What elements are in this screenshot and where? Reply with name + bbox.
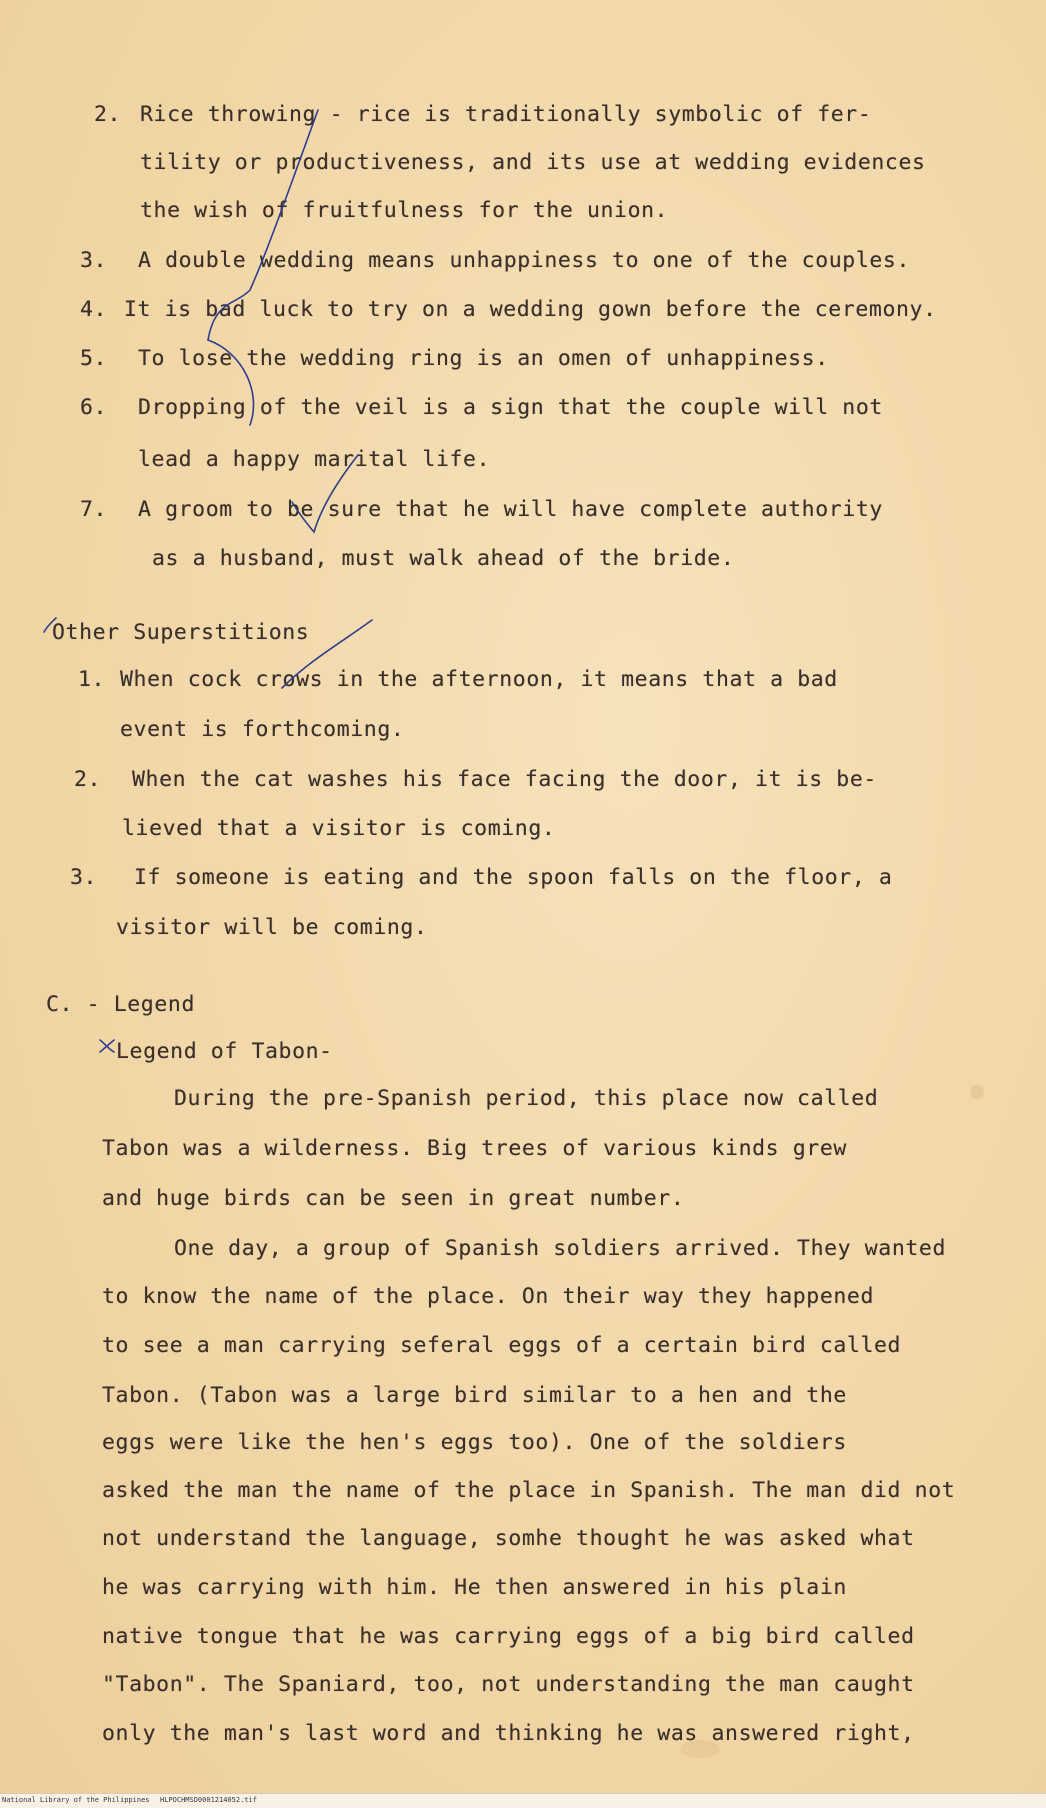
other-item-3-line-2: visitor will be coming.: [116, 915, 428, 940]
section-c-heading: C. - Legend: [46, 992, 195, 1017]
wedding-item-2-line-3: the wish of fruitfulness for the union.: [140, 198, 669, 223]
legend-para1-line-1: During the pre-Spanish period, this place now called: [174, 1086, 879, 1111]
other-item-1-line-1: When cock crows in the afternoon, it means that a bad: [120, 667, 838, 692]
ink-x-mark-6: [100, 1040, 114, 1052]
other-item-3-number: 3.: [70, 865, 98, 890]
other-item-2-number: 2.: [74, 767, 102, 792]
wedding-item-4-line-1: It is bad luck to try on a wedding gown before the ceremony.: [124, 297, 937, 322]
wedding-item-3-line-1: A double wedding means unhappiness to one of the couples.: [138, 248, 911, 273]
legend-para2-line-4: Tabon. (Tabon was a large bird similar to a hen and the: [102, 1383, 847, 1408]
legend-para2-line-9: native tongue that he was carrying eggs of a big bird called: [102, 1624, 915, 1649]
legend-para2-line-3: to see a man carrying seferal eggs of a certain bird called: [102, 1333, 902, 1358]
legend-para2-line-7: not understand the language, somhe thought he was asked what: [102, 1526, 915, 1551]
legend-para2-line-1: One day, a group of Spanish soldiers arrived. They wanted: [174, 1236, 947, 1261]
wedding-item-7-line-1: A groom to be sure that he will have complete authority: [138, 497, 883, 522]
other-item-2-line-2: lieved that a visitor is coming.: [122, 816, 556, 841]
wedding-item-5-number: 5.: [80, 346, 108, 371]
wedding-item-7-number: 7.: [80, 497, 108, 522]
legend-para2-line-8: he was carrying with him. He then answered in his plain: [102, 1575, 847, 1600]
wedding-item-7-line-2: as a husband, must walk ahead of the bride.: [152, 546, 735, 571]
legend-para2-line-11: only the man's last word and thinking he was answered right,: [102, 1721, 915, 1746]
legend-para2-line-6: asked the man the name of the place in Spanish. The man did not: [102, 1478, 956, 1503]
wedding-item-6-line-2: lead a happy marital life.: [138, 447, 491, 472]
wedding-item-4-number: 4.: [80, 297, 108, 322]
other-item-3-line-1: If someone is eating and the spoon falls on the floor, a: [134, 865, 893, 890]
wedding-item-6-number: 6.: [80, 395, 108, 420]
legend-para1-line-3: and huge birds can be seen in great number.: [102, 1186, 685, 1211]
legend-para2-line-2: to know the name of the place. On their way they happened: [102, 1284, 875, 1309]
other-item-1-line-2: event is forthcoming.: [120, 717, 405, 742]
other-item-2-line-1: When the cat washes his face facing the door, it is be-: [132, 767, 877, 792]
other-item-1-number: 1.: [78, 667, 106, 692]
legend-title: Legend of Tabon-: [116, 1039, 333, 1064]
wedding-item-6-line-1: Dropping of the veil is a sign that the couple will not: [138, 395, 883, 420]
footer-filename: HLPOCHMSD0001214052.tif: [160, 1796, 257, 1804]
legend-para2-line-10: "Tabon". The Spaniard, too, not understanding the man caught: [102, 1672, 915, 1697]
footer-library: National Library of the Philippines: [2, 1796, 150, 1804]
wedding-item-3-number: 3.: [80, 248, 108, 273]
wedding-item-2-number: 2.: [94, 102, 122, 127]
scan-footer: [0, 1793, 1046, 1808]
wedding-item-5-line-1: To lose the wedding ring is an omen of unhappiness.: [138, 346, 829, 371]
wedding-item-2-line-2: tility or productiveness, and its use at wedding evidences: [140, 150, 926, 175]
legend-para1-line-2: Tabon was a wilderness. Big trees of various kinds grew: [102, 1136, 847, 1161]
wedding-item-2-line-1: Rice throwing - rice is traditionally symbolic of fer-: [140, 102, 872, 127]
legend-para2-line-5: eggs were like the hen's eggs too). One of the soldiers: [102, 1430, 847, 1455]
other-superstitions-heading: Other Superstitions: [52, 620, 310, 645]
